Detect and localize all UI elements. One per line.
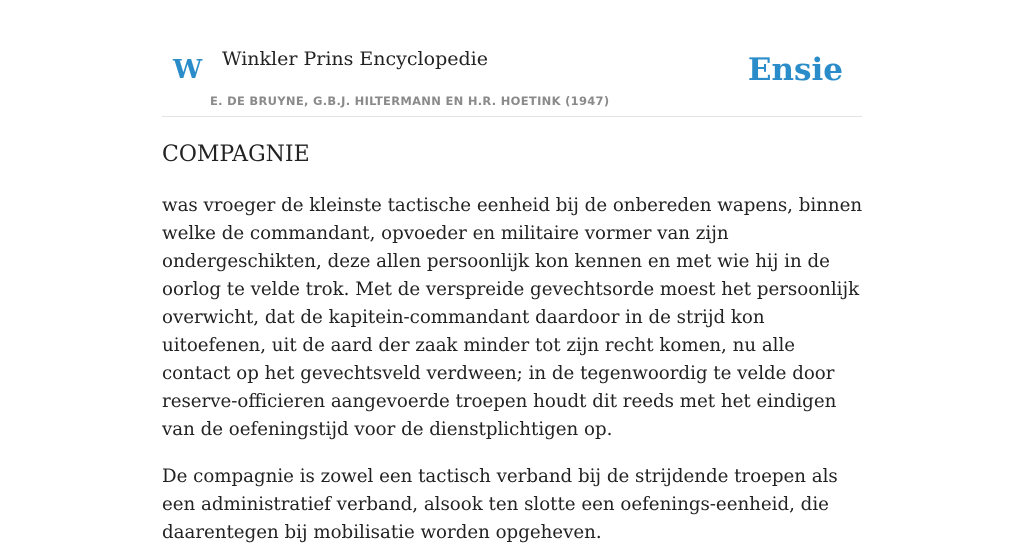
article-content — [162, 138, 867, 547]
article-headword: COMPAGNIE — [162, 142, 310, 167]
article-paragraph-1: was vroeger de kleinste tactische eenheid bij de onbereden wapens, binnen welke de commandant, opvoeder en militaire vormer van zijn ondergeschikten, deze allen persoonlijk kon kennen en met wie hij in de oorlog te velde trok. Met de verspreide gevechtsorde moest het persoonlijk overwicht, dat de kapitein-commandant daardoor in de strijd kon uitoefenen, uit de aard der zaak minder tot zijn recht komen, nu alle contact op het gevechtsveld verdween; in de tegenwoordig te velde door reserve-officieren aangevoerde troepen houdt dit reeds met het eindigen van de oefeningstijd voor de dienstplichtigen op. — [162, 195, 863, 440]
encyclopedia-header — [162, 0, 862, 117]
ensie-logo-link[interactable]: Ensie — [747, 52, 843, 88]
winkler-prins-logo[interactable]: W — [173, 55, 203, 85]
book-title[interactable]: Winkler Prins Encyclopedie — [222, 48, 488, 70]
article-paragraph-2: De compagnie is zowel een tactisch verband bij de strijdende troepen als een administratief verband, alsook ten slotte een oefenings-eenheid, die daarentegen bij mobilisatie worden opgeheven. — [162, 466, 838, 543]
book-authors: E. DE BRUYNE, G.B.J. HILTERMANN EN H.R. HOETINK (1947) — [210, 94, 610, 108]
